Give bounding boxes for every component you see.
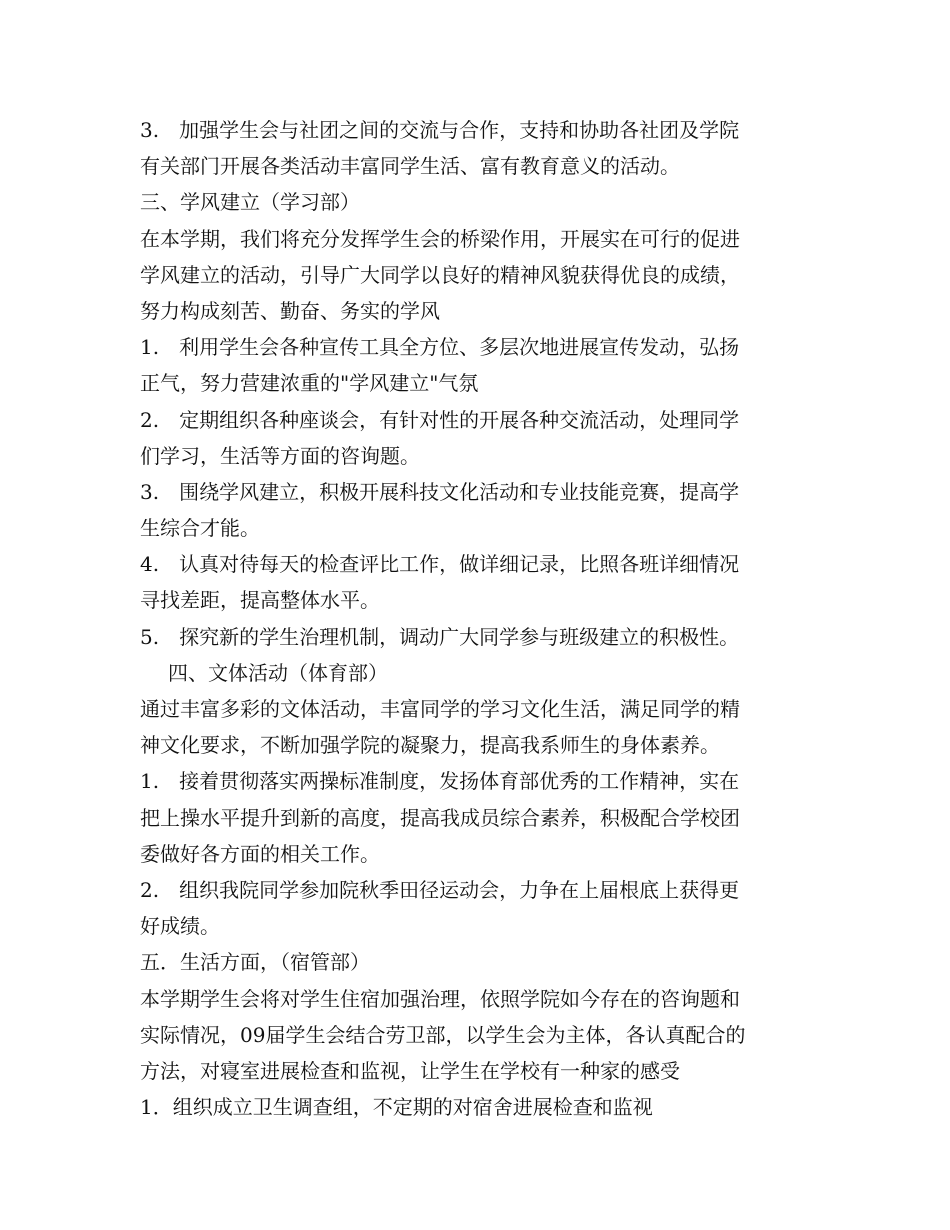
section-heading: 四、文体活动（体育部） [148,660,388,685]
text-line: 通过丰富多彩的文体活动，丰富同学的学习文化生活，满足同学的精 [140,697,740,721]
text-line: 方法，对寝室进展检查和监视，让学生在学校有一种家的感受 [140,1058,680,1083]
text-line: 2. 组织我院同学参加院秋季田径运动会，力争在上届根底上获得更 [140,877,740,902]
text-line: 4. 认真对待每天的检查评比工作，做详细记录，比照各班详细情况 [140,552,740,577]
text-line: 1. 利用学生会各种宣传工具全方位、多层次地进展宣传发动，弘扬 [140,335,740,360]
text-line: 寻找差距，提高整体水平。 [140,588,380,613]
text-line: 神文化要求，不断加强学院的凝聚力，提高我系师生的身体素养。 [140,733,720,758]
text-line: 1．组织成立卫生调查组，不定期的对宿舍进展检查和监视 [140,1095,653,1120]
section-heading: 三、学风建立（学习部） [140,190,360,215]
text-line: 本学期学生会将对学生住宿加强治理，依照学院如今存在的咨询题和 [140,986,740,1011]
text-line: 实际情况，09届学生会结合劳卫部，以学生会为主体，各认真配合的 [140,1022,746,1047]
text-line: 5. 探究新的学生治理机制，调动广大同学参与班级建立的积极性。 [140,624,740,649]
text-line: 生综合才能。 [140,516,260,541]
text-line: 努力构成刻苦、勤奋、务实的学风 [140,298,440,323]
text-line: 们学习，生活等方面的咨询题。 [140,443,420,468]
text-line: 3. 围绕学风建立，积极开展科技文化活动和专业技能竞赛，提高学 [140,479,740,504]
text-line: 正气，努力营建浓重的"学风建立"气氛 [140,371,479,396]
text-line: 好成绩。 [140,914,220,939]
text-line: 1. 接着贯彻落实两操标准制度，发扬体育部优秀的工作精神，实在 [140,769,740,794]
text-line: 学风建立的活动，引导广大同学以良好的精神风貌获得优良的成绩， [140,262,740,287]
text-line: 在本学期，我们将充分发挥学生会的桥梁作用，开展实在可行的促进 [140,226,740,251]
text-line: 3. 加强学生会与社团之间的交流与合作，支持和协助各社团及学院 [140,118,740,142]
text-line: 有关部门开展各类活动丰富同学生活、富有教育意义的活动。 [140,154,680,179]
text-line: 把上操水平提升到新的高度，提高我成员综合素养，积极配合学校团 [140,805,740,830]
text-line: 2. 定期组织各种座谈会，有针对性的开展各种交流活动，处理同学 [140,407,740,432]
document-page [140,112,820,1125]
text-line: 委做好各方面的相关工作。 [140,841,380,866]
section-heading: 五．生活方面，（宿管部） [140,950,370,975]
